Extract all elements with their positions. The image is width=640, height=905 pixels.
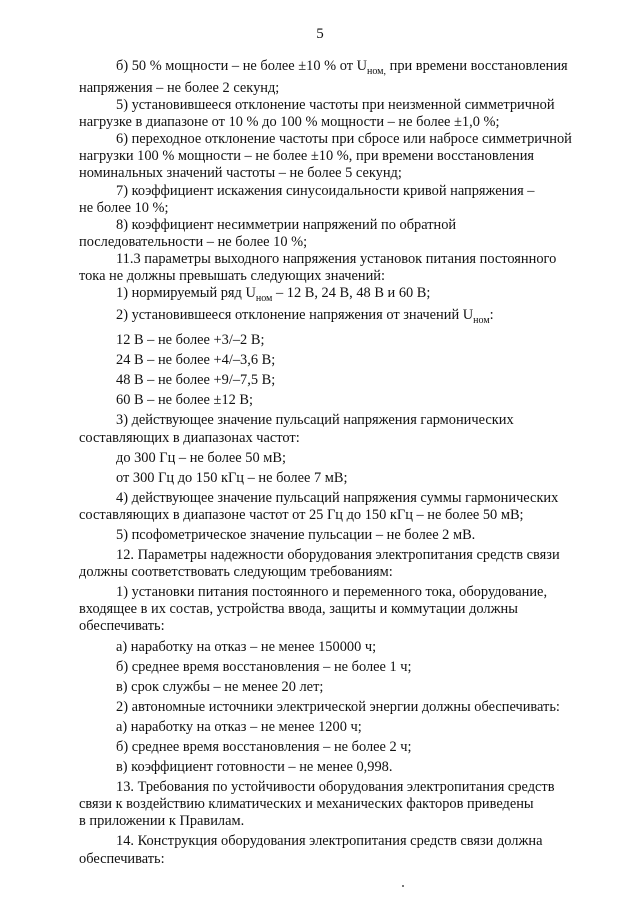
text-run: 1) нормируемый ряд U (116, 285, 256, 302)
subscript: ном (255, 292, 273, 304)
text-line: б) среднее время восстановления – не более 1 ч; (116, 658, 412, 675)
text-run: 2) установившееся отклонение напряжения от значений U (116, 307, 474, 324)
text-run: при времени восстановления (386, 58, 568, 74)
text-line: не более 10 %; (79, 199, 169, 216)
text-line: 8) коэффициент несимметрии напряжений по обратной (116, 216, 457, 233)
text-line: 24 В – не более +4/–3,6 В; (116, 352, 276, 369)
text-line: 2) автономные источники электрической энергии должны обеспечивать: (116, 698, 560, 715)
text-line: связи к воздействию климатических и механических факторов приведены (79, 796, 534, 813)
text-line: 11.3 параметры выходного напряжения установок питания постоянного (116, 250, 557, 267)
text-line: обеспечивать: (79, 618, 165, 635)
text-run: – 12 В, 24 В, 48 В и 60 В; (272, 285, 431, 302)
subscript: ном, (367, 65, 387, 77)
text-line: 7) коэффициент искажения синусоидальности кривой напряжения – (116, 182, 535, 199)
text-line: 1) установки питания постоянного и переменного тока, оборудование, (116, 584, 548, 601)
text-line: а) наработку на отказ – не менее 150000 ч; (116, 638, 377, 655)
text-line: 5) псофометрическое значение пульсации – не более 2 мВ. (116, 526, 476, 543)
text-line: б) среднее время восстановления – не более 2 ч; (116, 739, 412, 755)
scan-speck (402, 885, 404, 887)
text-line: обеспечивать: (79, 850, 165, 867)
text-line: составляющих в диапазонах частот: (79, 429, 300, 446)
text-line: а) наработку на отказ – не менее 1200 ч; (116, 718, 362, 735)
text-line: нагрузке в диапазоне от 10 % до 100 % мощности – не более ±1,0 %; (79, 114, 500, 131)
text-line: тока не должны превышать следующих значений: (79, 268, 385, 284)
text-run: : (489, 307, 494, 324)
text-line: 14. Конструкция оборудования электропитания средств связи должна (116, 833, 543, 850)
text-line: 12 В – не более +3/–2 В; (116, 332, 265, 349)
text-line: в) срок службы – не менее 20 лет; (116, 678, 324, 695)
subscript: ном (473, 314, 490, 326)
text-line: входящее в их состав, устройства ввода, защиты и коммутации должны (79, 601, 518, 618)
text-line: от 300 Гц до 150 кГц – не более 7 мВ; (116, 469, 348, 486)
text-line: в приложении к Правилам. (79, 813, 245, 830)
text-line: напряжения – не более 2 секунд; (79, 79, 280, 96)
text-line: нагрузки 100 % мощности – не более ±10 %, при времени восстановления (79, 148, 535, 165)
text-line: 5) установившееся отклонение частоты при неизменной симметричной (116, 97, 555, 114)
text-line: номинальных значений частоты – не более 5 секунд; (79, 165, 402, 182)
text-line: 60 В – не более ±12 В; (116, 392, 254, 409)
text-line (116, 307, 608, 329)
text-line: 3) действующее значение пульсаций напряжения гармонических (116, 412, 514, 429)
text-line: составляющих в диапазоне частот от 25 Гц до 150 кГц – не более 50 мВ; (79, 506, 524, 523)
text-line: 4) действующее значение пульсаций напряжения суммы гармонических (116, 489, 559, 506)
document-body (79, 58, 608, 868)
text-line (116, 285, 608, 307)
text-line: до 300 Гц – не более 50 мВ; (116, 449, 286, 466)
text-line: 6) переходное отклонение частоты при сбросе или набросе симметричной (116, 131, 572, 148)
page-number: 5 (316, 26, 324, 42)
text-line: 48 В – не более +9/–7,5 В; (116, 372, 276, 389)
text-line: последовательности – не более 10 %; (79, 233, 308, 250)
text-line: должны соответствовать следующим требованиям: (79, 564, 393, 581)
text-line: 13. Требования по устойчивости оборудования электропитания средств (116, 779, 555, 796)
text-line (116, 58, 608, 80)
text-line: в) коэффициент готовности – не менее 0,998. (116, 759, 393, 776)
text-line: 12. Параметры надежности оборудования электропитания средств связи (116, 547, 560, 564)
text-run: б) 50 % мощности – не более ±10 % от U (116, 58, 368, 74)
